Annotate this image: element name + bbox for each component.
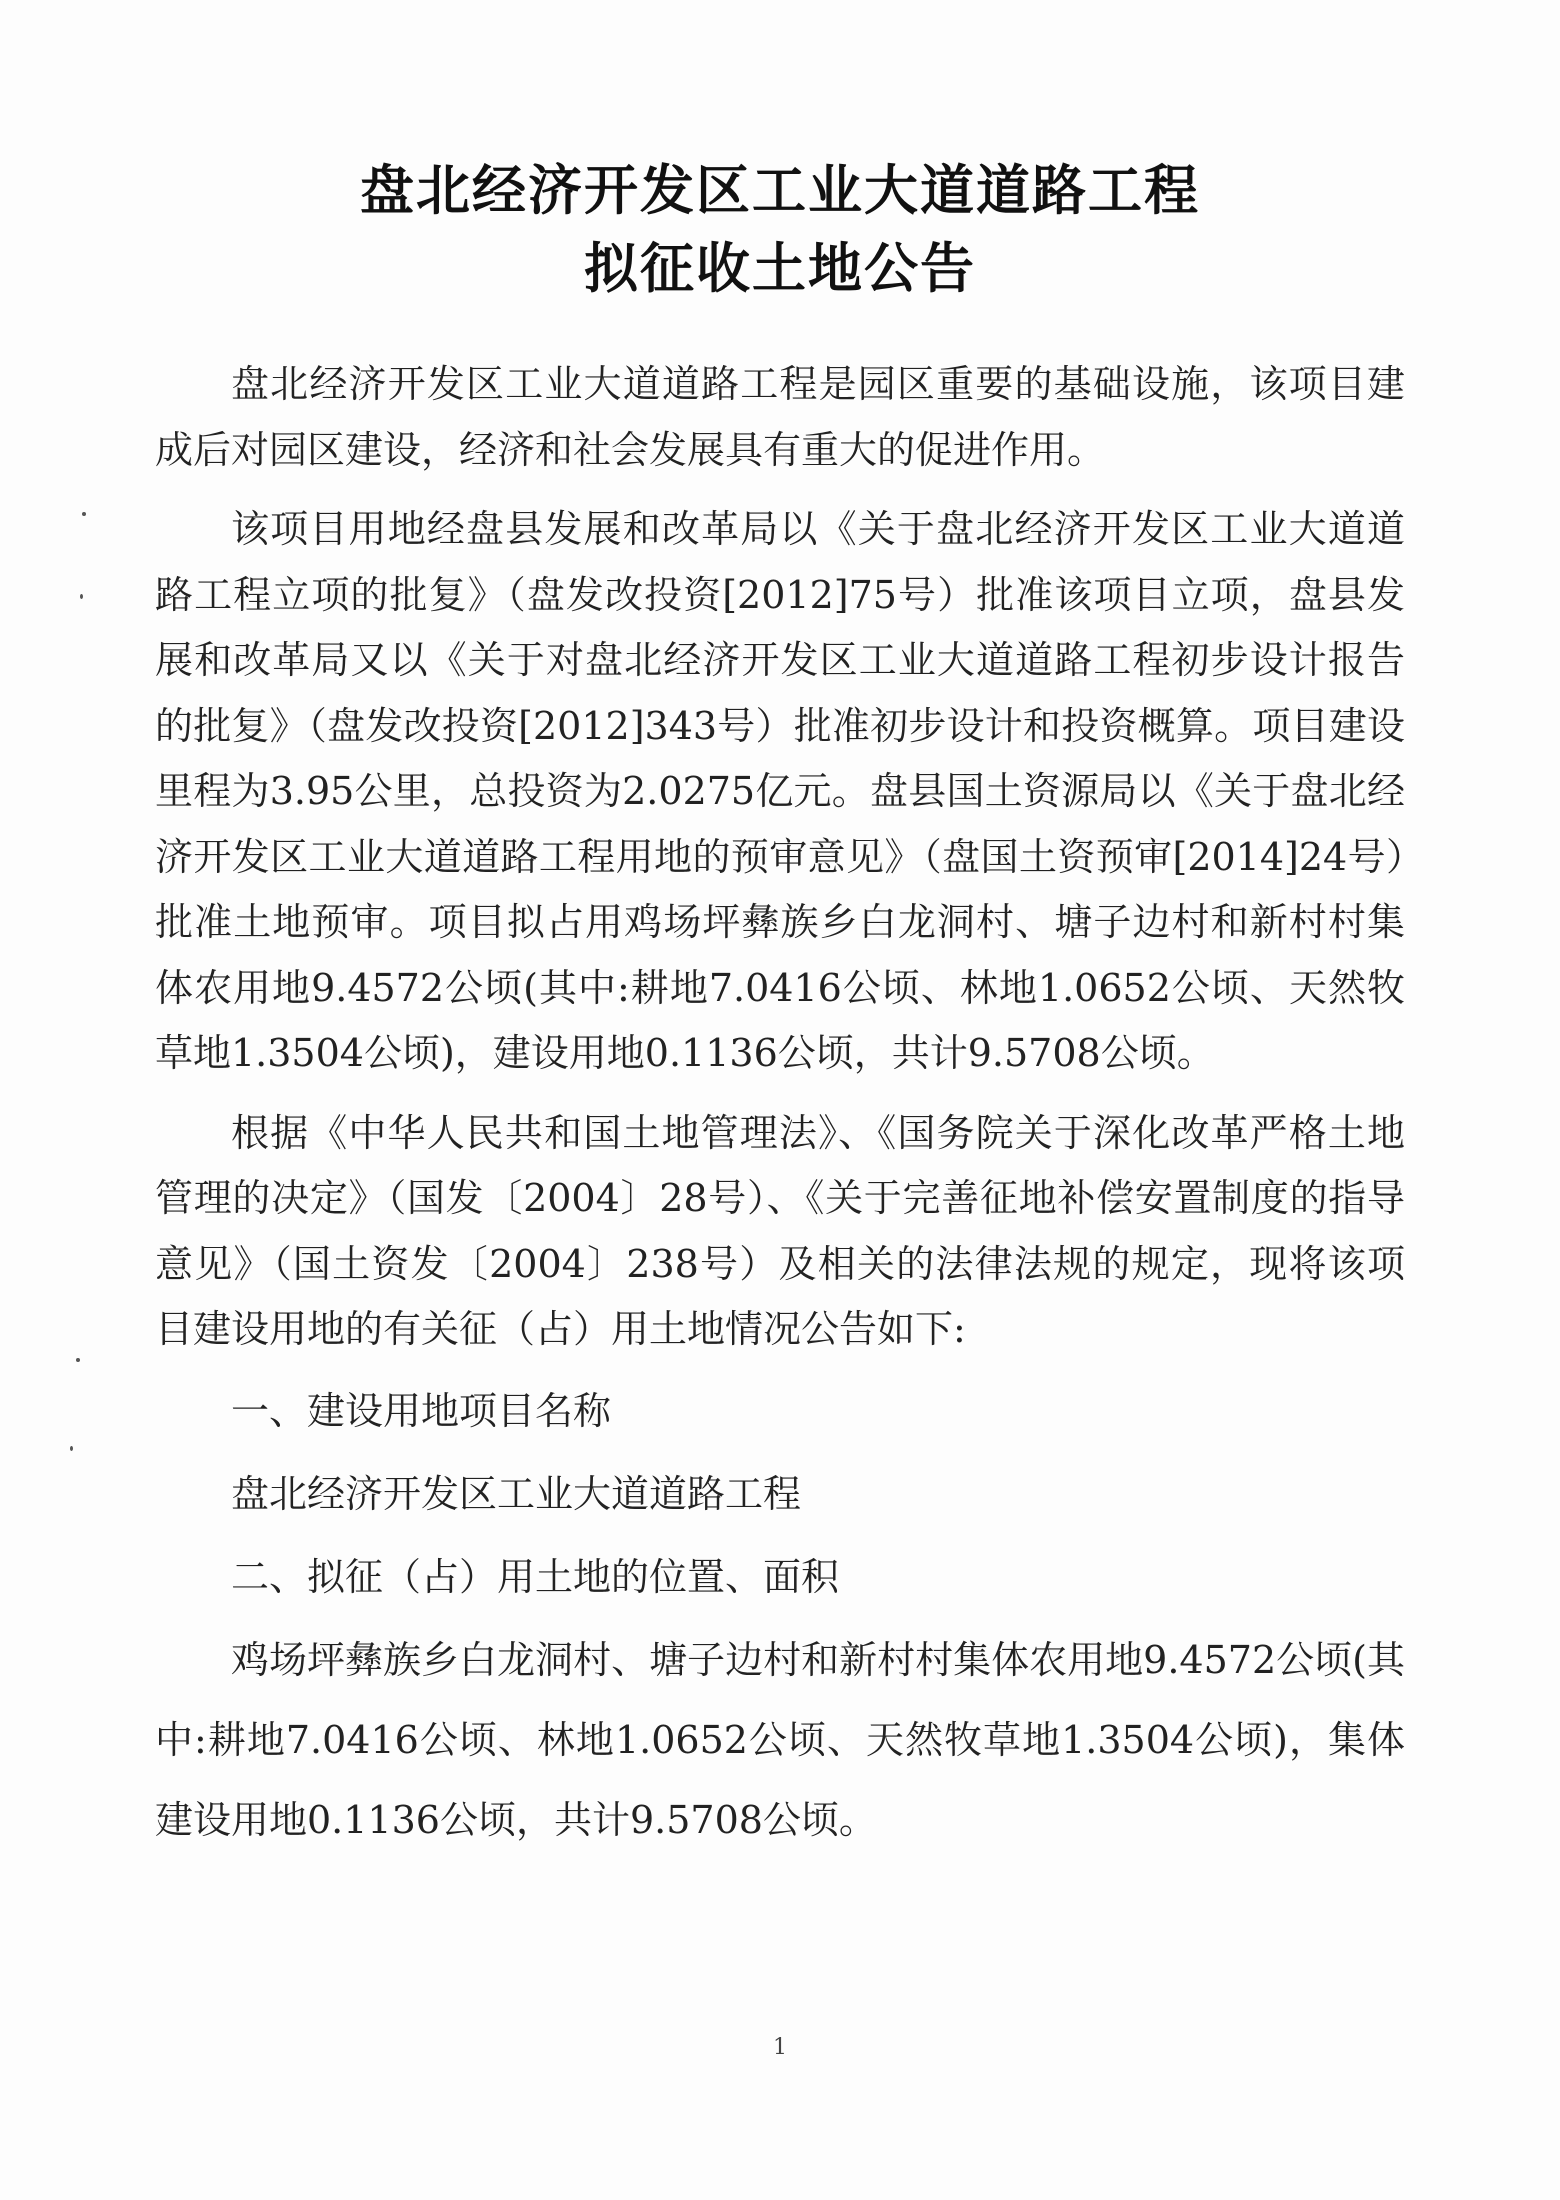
paragraph-location-area: 鸡场坪彝族乡白龙洞村、塘子边村和新村村集体农用地9.4572公顷(其中:耕地7.0416公顷、林地1.0652公顷、天然牧草地1.3504公顷)，集体建设用地0.1136公顷，共计9.5708公顷。 <box>155 1637 1405 1842</box>
section-heading-project-name: 一、建设用地项目名称 <box>231 1388 612 1433</box>
paragraph-legal-basis: 根据《中华人民共和国土地管理法》、《国务院关于深化改革严格土地管理的决定》（国发〔2004〕28号）、《关于完善征地补偿安置制度的指导意见》（国土资发〔2004〕238号）及相关的法律法规的规定，现将该项目建设用地的有关征（占）用土地情况公告如下: <box>155 1110 1405 1351</box>
scan-speck <box>82 512 86 516</box>
notice-body <box>155 352 1405 1860</box>
paragraph-project-name: 盘北经济开发区工业大道道路工程 <box>231 1471 802 1516</box>
scan-speck <box>80 594 83 599</box>
paragraph-intro: 盘北经济开发区工业大道道路工程是园区重要的基础设施，该项目建成后对园区建设，经济和社会发展具有重大的促进作用。 <box>155 362 1405 472</box>
page-number: 1 <box>773 2035 787 2060</box>
section-heading-location-area: 二、拟征（占）用土地的位置、面积 <box>231 1554 840 1599</box>
document-title-line-1: 盘北经济开发区工业大道道路工程 <box>360 158 1200 222</box>
scan-speck <box>70 1446 73 1451</box>
scan-speck <box>76 1358 80 1362</box>
paragraph-approvals: 该项目用地经盘县发展和改革局以《关于盘北经济开发区工业大道道路工程立项的批复》（盘发改投资[2012]75号）批准该项目立项，盘县发展和改革局又以《关于对盘北经济开发区工业大道道路工程初步设计报告的批复》（盘发改投资[2012]343号）批准初步设计和投资概算。项目建设里程为3.95公里，总投资为2.0275亿元。盘县国土资源局以《关于盘北经济开发区工业大道道路工程用地的预审意见》（盘国土资预审[2014]24号）批准土地预审。项目拟占用鸡场坪彝族乡白龙洞村、塘子边村和新村村集体农用地9.4572公顷(其中:耕地7.0416公顷、林地1.0652公顷、天然牧草地1.3504公顷)，建设用地0.1136公顷，共计9.5708公顷。 <box>155 507 1405 1075</box>
document-title-line-2: 拟征收土地公告 <box>584 236 976 300</box>
